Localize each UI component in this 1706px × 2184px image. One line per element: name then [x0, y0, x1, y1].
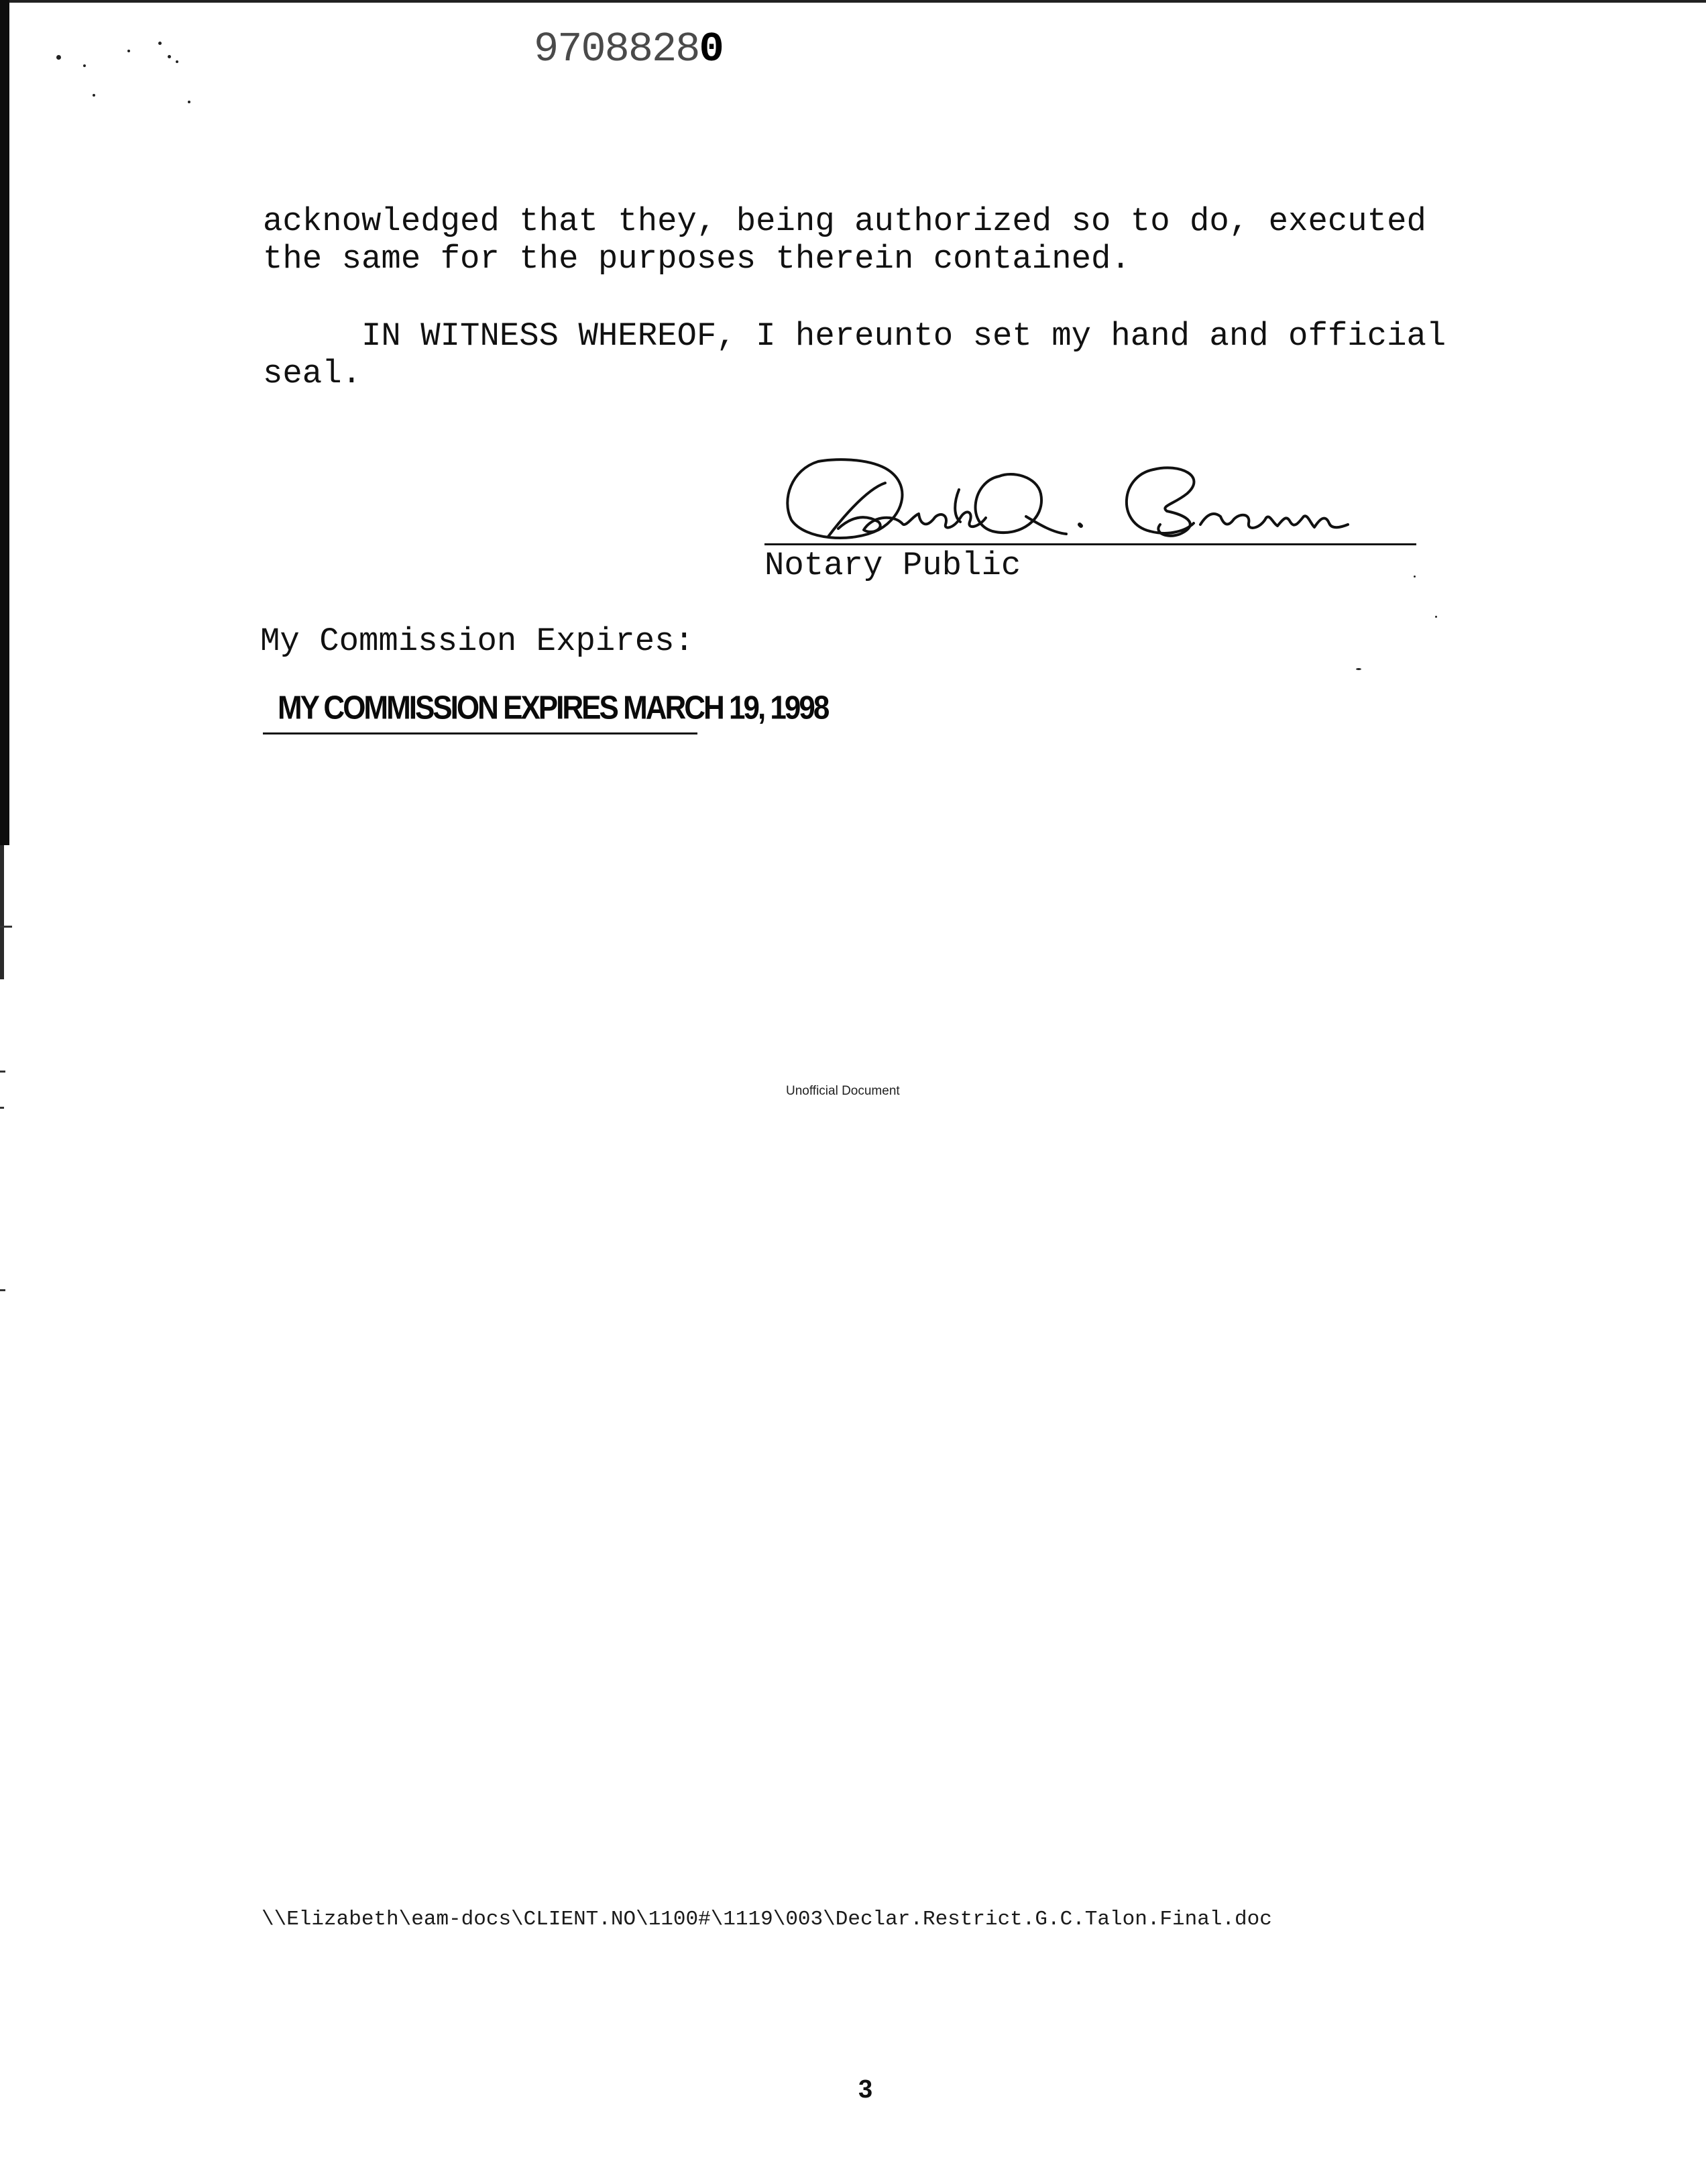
body-paragraph-acknowledgment: acknowledged that they, being authorized so to do, executed the same for the purposes therein contained.	[263, 203, 1426, 278]
scan-edge-tick	[0, 1289, 5, 1291]
notary-signature	[778, 449, 1381, 550]
page-number: 3	[858, 2075, 873, 2104]
scan-speck	[168, 55, 171, 58]
scan-edge-tick	[0, 1107, 4, 1109]
scan-left-edge	[0, 0, 9, 845]
scan-edge-tick	[0, 1071, 5, 1073]
scan-speck	[56, 55, 61, 60]
document-number-digits: 9708828	[534, 25, 699, 73]
scan-edge-tick	[0, 926, 12, 928]
scan-speck	[1435, 616, 1437, 618]
scan-speck	[188, 101, 190, 103]
scan-speck	[158, 42, 162, 45]
scan-speck	[127, 50, 130, 52]
scan-speck	[176, 60, 178, 63]
document-number-last-digit: 0	[699, 25, 723, 73]
scan-speck	[1414, 576, 1416, 578]
scan-speck	[1356, 668, 1361, 670]
signature-line	[764, 543, 1416, 545]
scan-top-edge	[0, 0, 1706, 3]
document-number	[534, 25, 723, 73]
commission-expires-label: My Commission Expires:	[260, 622, 694, 660]
unofficial-document-watermark: Unofficial Document	[786, 1084, 900, 1098]
scan-left-edge-lower	[0, 845, 4, 979]
scan-speck	[83, 64, 86, 67]
notary-public-label: Notary Public	[764, 547, 1021, 584]
body-paragraph-witness: IN WITNESS WHEREOF, I hereunto set my hand and official seal.	[263, 317, 1446, 392]
commission-expiry-stamp: MY COMMISSION EXPIRES MARCH 19, 1998	[278, 690, 828, 726]
footer-file-path: \\Elizabeth\eam-docs\CLIENT.NO\1100#\1119\003\Declar.Restrict.G.C.Talon.Final.doc	[262, 1908, 1272, 1931]
commission-stamp-underline	[263, 732, 697, 734]
scan-speck	[93, 94, 95, 97]
